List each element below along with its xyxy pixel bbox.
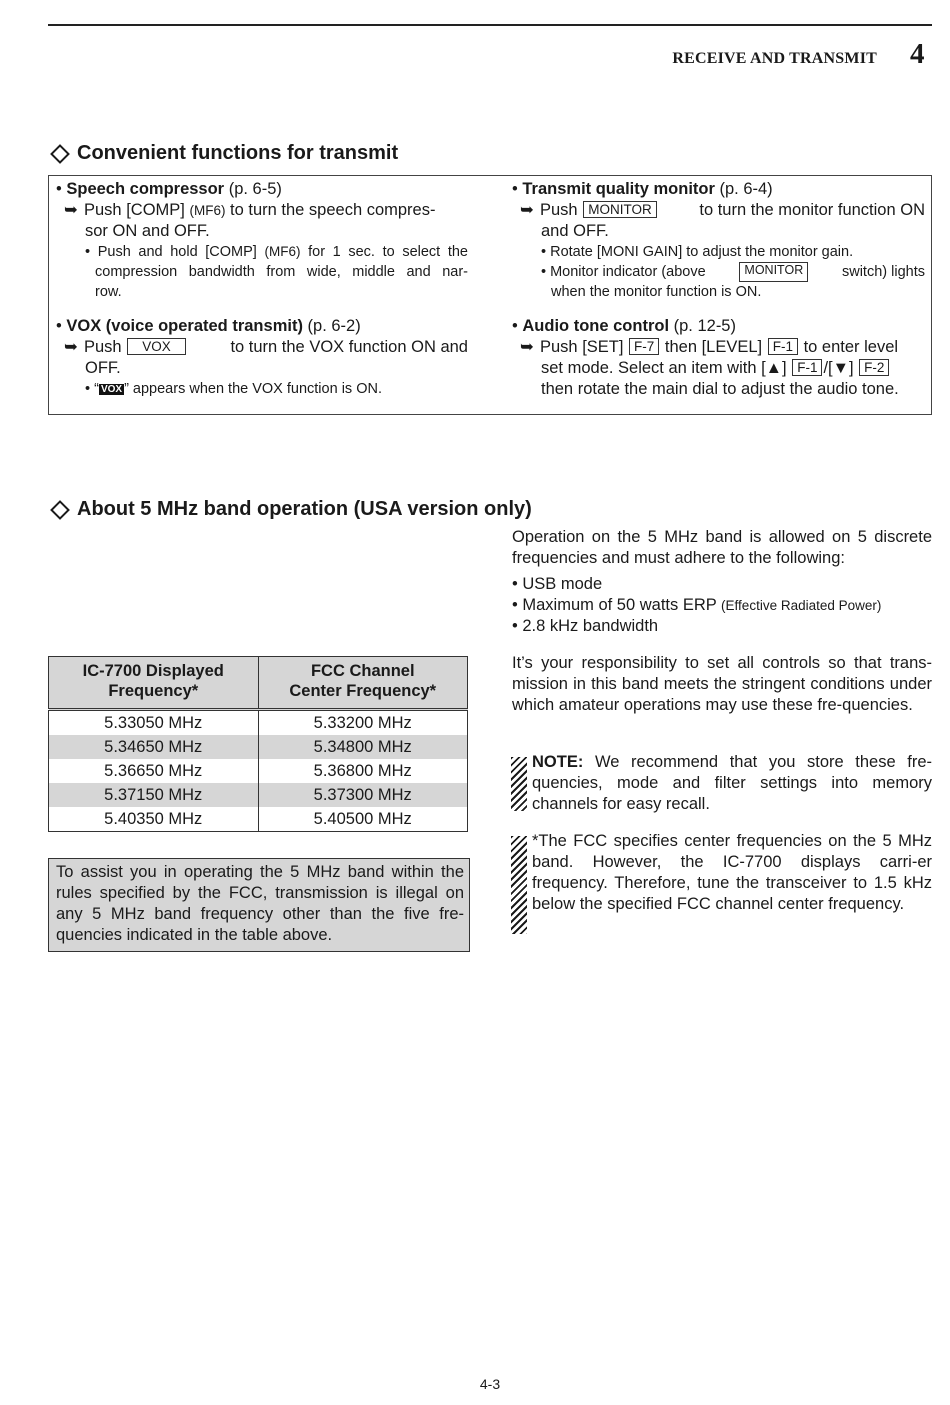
table-header-row: [49, 657, 468, 710]
list-item: • USB mode: [512, 575, 603, 593]
right-arrow-icon: ➥: [520, 338, 534, 356]
table-header-fcc: FCC Channel Center Frequency*: [258, 657, 468, 710]
f7-key: F-7: [629, 338, 659, 355]
right-arrow-icon: ➥: [64, 338, 78, 356]
footnote-paragraph: *The FCC specifies center frequencies on the 5 MHz band. However, the IC-7700 displays carri-er frequency. Therefore, tune the transceiver to 1.5 kHz below the specified FCC channel center frequency.: [532, 832, 932, 913]
header-rule: [48, 24, 932, 26]
vox-key: VOX: [127, 338, 186, 355]
chapter-title: RECEIVE AND TRANSMIT: [672, 50, 877, 67]
table-row: 5.36650 MHz 5.36800 MHz: [49, 759, 468, 783]
table-row: 5.34650 MHz 5.34800 MHz: [49, 735, 468, 759]
monitor-key-small: MONITOR: [739, 262, 808, 282]
vox-block: • VOX (voice operated transmit) (p. 6-2) ➥ Push VOX to turn the VOX function ON and OFF. • “ VOX ” appears when the VOX function is ON.: [56, 317, 468, 397]
page-number: 4-3: [479, 1376, 501, 1392]
monitor-key: MONITOR: [583, 201, 657, 218]
requirements-list: [512, 574, 932, 637]
table-row: 5.33050 MHz 5.33200 MHz: [49, 710, 468, 736]
f1-key: F-1: [792, 359, 822, 376]
right-arrow-icon: ➥: [520, 201, 534, 219]
section-5mhz-title: About 5 MHz band operation (USA version only): [50, 498, 532, 521]
table-row: 5.37150 MHz 5.37300 MHz: [49, 783, 468, 807]
note-paragraph: NOTE: We recommend that you store these fre-quencies, mode and filter settings into memory channels for easy recall.: [532, 753, 932, 813]
chapter-number: 4: [910, 38, 925, 70]
frequency-table: [48, 656, 468, 832]
list-item: • Maximum of 50 watts ERP (Effective Radiated Power): [512, 596, 882, 614]
vox-indicator-badge: VOX: [100, 384, 123, 395]
responsibility-paragraph: It’s your responsibility to set all controls so that trans-mission in this band meets the stringent conditions under which amateur operations may use these fre-quencies.: [512, 654, 932, 714]
audio-tone-block: • Audio tone control (p. 12-5) ➥ Push [SET] F-7 then [LEVEL] F-1 to enter level set mode. Select an item with [▲] F-1 /[▼] F-2 then rotate the main dial to adjust the audio tone.: [512, 317, 899, 398]
section-convenient-functions-title: Convenient functions for transmit: [50, 142, 398, 165]
table-header-displayed: IC-7700 Displayed Frequency*: [49, 657, 259, 710]
transmit-monitor-block: • Transmit quality monitor (p. 6-4) ➥ Push MONITOR to turn the monitor function ON and OFF. • Rotate [MONI GAIN] to adjust the monitor gain. • Monitor indicator (above MONITOR switch) lights when the monitor function is ON.: [512, 180, 925, 300]
diamond-icon: [50, 144, 70, 164]
f1-key: F-1: [768, 338, 798, 355]
diamond-icon: [50, 500, 70, 520]
table-row: 5.40350 MHz 5.40500 MHz: [49, 807, 468, 832]
intro-paragraph: Operation on the 5 MHz band is allowed on 5 discrete frequencies and must adhere to the following:: [512, 528, 932, 567]
list-item: • 2.8 kHz bandwidth: [512, 617, 659, 635]
fcc-notice-box: To assist you in operating the 5 MHz band within the rules specified by the FCC, transmission is illegal on any 5 MHz band frequency other than the five fre-quencies indicated in the table above.: [48, 858, 470, 952]
f2-key: F-2: [859, 359, 889, 376]
right-arrow-icon: ➥: [64, 201, 78, 219]
note-hatch-icon: [511, 757, 527, 811]
speech-compressor-block: • Speech compressor (p. 6-5) ➥ Push [COMP] (MF6) to turn the speech compres- sor ON and OFF. • Push and hold [COMP] (MF6) for 1 sec. to select the compression bandwidth from wide, middle and nar- row.: [56, 180, 468, 300]
footnote-hatch-icon: [511, 836, 527, 934]
